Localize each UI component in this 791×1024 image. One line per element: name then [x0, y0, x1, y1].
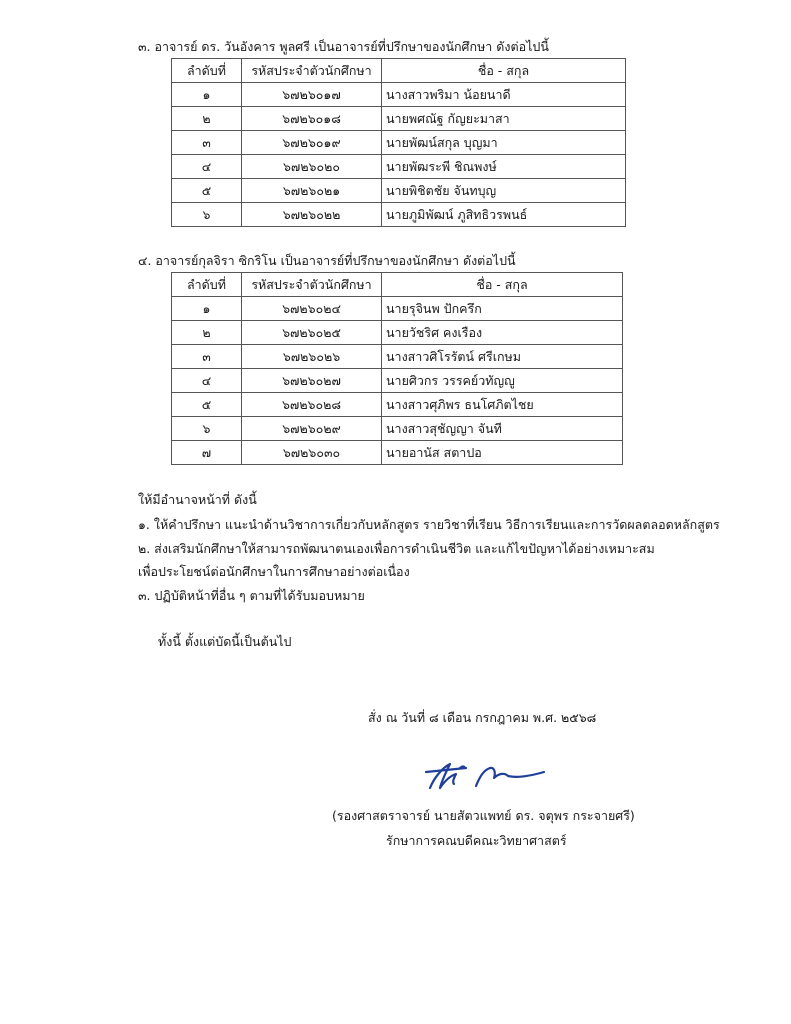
- duty-item-3: ๓. ปฏิบัติหน้าที่อื่น ๆ ตามที่ได้รับมอบหมาย: [138, 588, 365, 603]
- row-student-id: ๖๗๒๖๐๒๘: [242, 393, 382, 417]
- table-row: [172, 203, 626, 227]
- duty-item-2-continued: เพื่อประโยชน์ต่อนักศึกษาในการศึกษาอย่างต่อเนื่อง: [138, 564, 410, 579]
- row-student-id: ๖๗๒๖๐๓๐: [242, 441, 382, 465]
- column-header-order: ลำดับที่: [172, 59, 242, 83]
- row-name: นายพิชิตชัย จันทบุญ: [382, 179, 626, 203]
- table-row: [172, 369, 623, 393]
- table-row: [172, 179, 626, 203]
- row-student-id: ๖๗๒๖๐๑๙: [242, 131, 382, 155]
- row-name: นายวัชริศ คงเรือง: [382, 321, 623, 345]
- row-student-id: ๖๗๒๖๐๒๒: [242, 203, 382, 227]
- signature-mark: [420, 758, 550, 794]
- row-order: ๕: [172, 393, 242, 417]
- column-header-name: ชื่อ - สกุล: [382, 273, 623, 297]
- row-name: นางสาวสุชัญญา จันที: [382, 417, 623, 441]
- table-row: [172, 321, 623, 345]
- row-student-id: ๖๗๒๖๐๒๑: [242, 179, 382, 203]
- row-name: นายพศณัฐ กัญยะมาสา: [382, 107, 626, 131]
- row-order: ๑: [172, 297, 242, 321]
- row-order: ๔: [172, 155, 242, 179]
- table-row: [172, 393, 623, 417]
- duty-item-2: ๒. ส่งเสริมนักศึกษาให้สามารถพัฒนาตนเองเพื่อการดำเนินชีวิต และแก้ไขปัญหาได้อย่างเหมาะสม: [138, 541, 655, 556]
- row-name: นางสาวพริมา น้อยนาดี: [382, 83, 626, 107]
- signatory-position: รักษาการคณบดีคณะวิทยาศาสตร์: [386, 833, 567, 848]
- row-name: นายศิวกร วรรคย์วทัญญู: [382, 369, 623, 393]
- column-header-name: ชื่อ - สกุล: [382, 59, 626, 83]
- row-student-id: ๖๗๒๖๐๒๕: [242, 321, 382, 345]
- row-order: ๖: [172, 417, 242, 441]
- table-header-row: [172, 273, 623, 297]
- row-name: นายภูมิพัฒน์ ภูสิทธิวรพนธ์: [382, 203, 626, 227]
- group-3-table: [171, 58, 626, 227]
- table-header-row: [172, 59, 626, 83]
- table-row: [172, 345, 623, 369]
- row-student-id: ๖๗๒๖๐๒๖: [242, 345, 382, 369]
- row-name: นายอานัส สตาปอ: [382, 441, 623, 465]
- row-order: ๖: [172, 203, 242, 227]
- row-name: นางสาวศิโรรัตน์ ศรีเกษม: [382, 345, 623, 369]
- row-name: นายพัฒระพี ชิณพงษ์: [382, 155, 626, 179]
- table-row: [172, 441, 623, 465]
- duty-item-1: ๑. ให้คำปรึกษา แนะนำด้านวิชาการเกี่ยวกับหลักสูตร รายวิชาที่เรียน วิธีการเรียนและการวัดผลตลอดหลักสูตร: [138, 517, 720, 532]
- column-header-student-id: รหัสประจำตัวนักศึกษา: [242, 273, 382, 297]
- row-student-id: ๖๗๒๖๐๒๙: [242, 417, 382, 441]
- effective-statement: ทั้งนี้ ตั้งแต่บัดนี้เป็นต้นไป: [158, 634, 292, 649]
- row-name: นายพัฒน์สกุล บุญมา: [382, 131, 626, 155]
- row-order: ๒: [172, 321, 242, 345]
- row-order: ๓: [172, 131, 242, 155]
- row-order: ๕: [172, 179, 242, 203]
- group-4-table: [171, 272, 623, 465]
- group-3-heading: ๓. อาจารย์ ดร. วันอังคาร พูลศรี เป็นอาจารย์ที่ปรึกษาของนักศึกษา ดังต่อไปนี้: [138, 39, 549, 54]
- table-row: [172, 417, 623, 441]
- row-order: ๑: [172, 83, 242, 107]
- row-order: ๒: [172, 107, 242, 131]
- row-order: ๗: [172, 441, 242, 465]
- table-row: [172, 297, 623, 321]
- row-order: ๔: [172, 369, 242, 393]
- column-header-student-id: รหัสประจำตัวนักศึกษา: [242, 59, 382, 83]
- row-student-id: ๖๗๒๖๐๒๗: [242, 369, 382, 393]
- row-name: นางสาวศุภิพร ธนโศภิตไชย: [382, 393, 623, 417]
- order-date: สั่ง ณ วันที่ ๘ เดือน กรกฎาคม พ.ศ. ๒๕๖๘: [368, 710, 597, 725]
- row-student-id: ๖๗๒๖๐๑๗: [242, 83, 382, 107]
- duties-intro: ให้มีอำนาจหน้าที่ ดังนี้: [138, 492, 257, 507]
- row-order: ๓: [172, 345, 242, 369]
- row-student-id: ๖๗๒๖๐๒๐: [242, 155, 382, 179]
- row-student-id: ๖๗๒๖๐๑๘: [242, 107, 382, 131]
- table-row: [172, 155, 626, 179]
- column-header-order: ลำดับที่: [172, 273, 242, 297]
- table-row: [172, 83, 626, 107]
- row-name: นายรุจินพ ปักครึก: [382, 297, 623, 321]
- signatory-name: (รองศาสตราจารย์ นายสัตวแพทย์ ดร. จตุพร กระจายศรี): [332, 808, 635, 823]
- group-4-heading: ๔. อาจารย์กุลจิรา ซิกริโน เป็นอาจารย์ที่ปรึกษาของนักศึกษา ดังต่อไปนี้: [138, 253, 516, 268]
- row-student-id: ๖๗๒๖๐๒๔: [242, 297, 382, 321]
- table-row: [172, 131, 626, 155]
- table-row: [172, 107, 626, 131]
